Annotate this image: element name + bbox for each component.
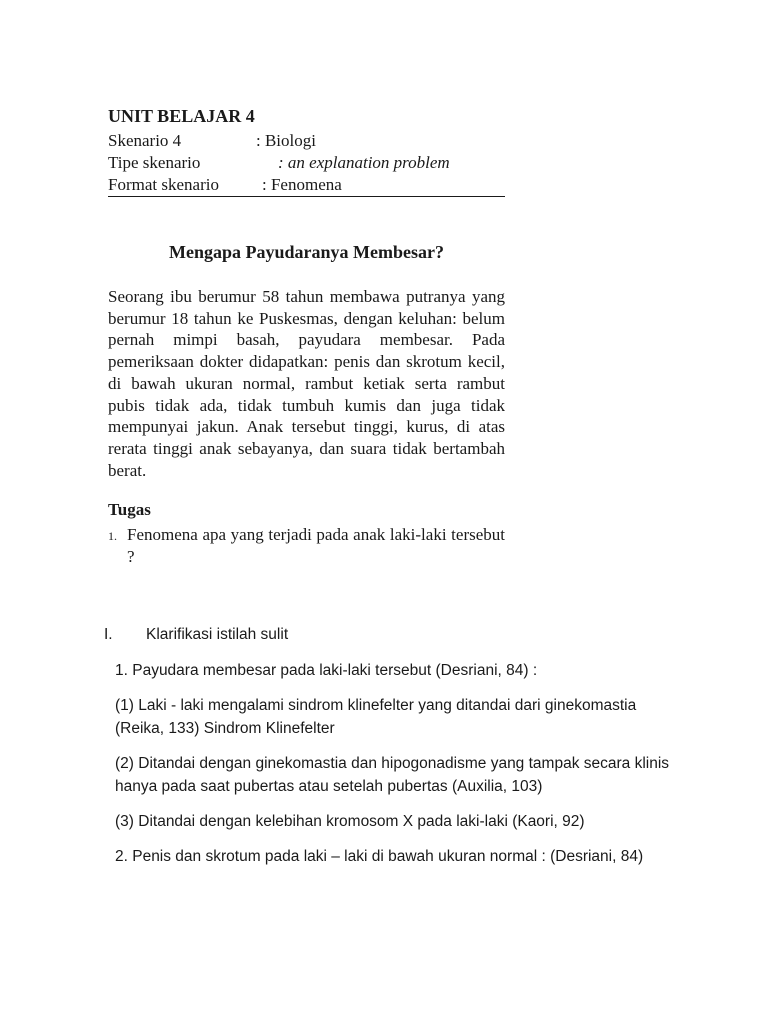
meta-key: Tipe skenario: [108, 153, 201, 172]
section-number: I.: [104, 626, 113, 643]
meta-value: : Fenomena: [262, 175, 342, 194]
meta-value: : Biologi: [256, 131, 316, 150]
section-title: Klarifikasi istilah sulit: [146, 626, 289, 643]
note-line: (1) Laki - laki mengalami sindrom klinefelter yang ditandai dari ginekomastia (Reika, 133) Sindrom Klinefelter: [115, 697, 637, 737]
unit-title: UNIT BELAJAR 4: [108, 106, 255, 126]
header-divider: [108, 196, 505, 197]
note-line: (2) Ditandai dengan ginekomastia dan hipogonadisme yang tampak secara klinis hanya pada saat pubertas atau setelah pubertas (Auxilia, 103): [115, 755, 670, 795]
note-line: 2. Penis dan skrotum pada laki – laki di bawah ukuran normal : (Desriani, 84): [115, 848, 644, 865]
tugas-item-number: 1.: [108, 529, 117, 543]
scenario-paragraph: Seorang ibu berumur 58 tahun membawa putranya yang berumur 18 tahun ke Puskesmas, dengan keluhan: belum pernah mimpi basah, payudara membesar. Pada pemeriksaan dokter didapatkan: penis dan skrotum kecil, di bawah ukuran normal, rambut ketiak serta rambut pubis tidak ada, tidak tumbuh kumis dan juga tidak mempunyai jakun. Anak tersebut tinggi, kurus, di atas rerata tinggi anak sebayanya, dan suara tidak bertambah berat.: [108, 287, 505, 480]
meta-key: Format skenario: [108, 175, 219, 194]
tugas-heading: Tugas: [108, 500, 151, 519]
meta-value: : an explanation problem: [278, 153, 450, 172]
tugas-list-item: [108, 524, 505, 568]
note-line: 1. Payudara membesar pada laki-laki tersebut (Desriani, 84) :: [115, 662, 538, 679]
tugas-item-text: Fenomena apa yang terjadi pada anak laki-laki tersebut ?: [127, 525, 505, 566]
section-heading: [104, 626, 288, 644]
meta-key: Skenario 4: [108, 131, 182, 150]
scenario-title: Mengapa Payudaranya Membesar?: [169, 242, 444, 262]
note-line: (3) Ditandai dengan kelebihan kromosom X pada laki-laki (Kaori, 92): [115, 813, 585, 830]
